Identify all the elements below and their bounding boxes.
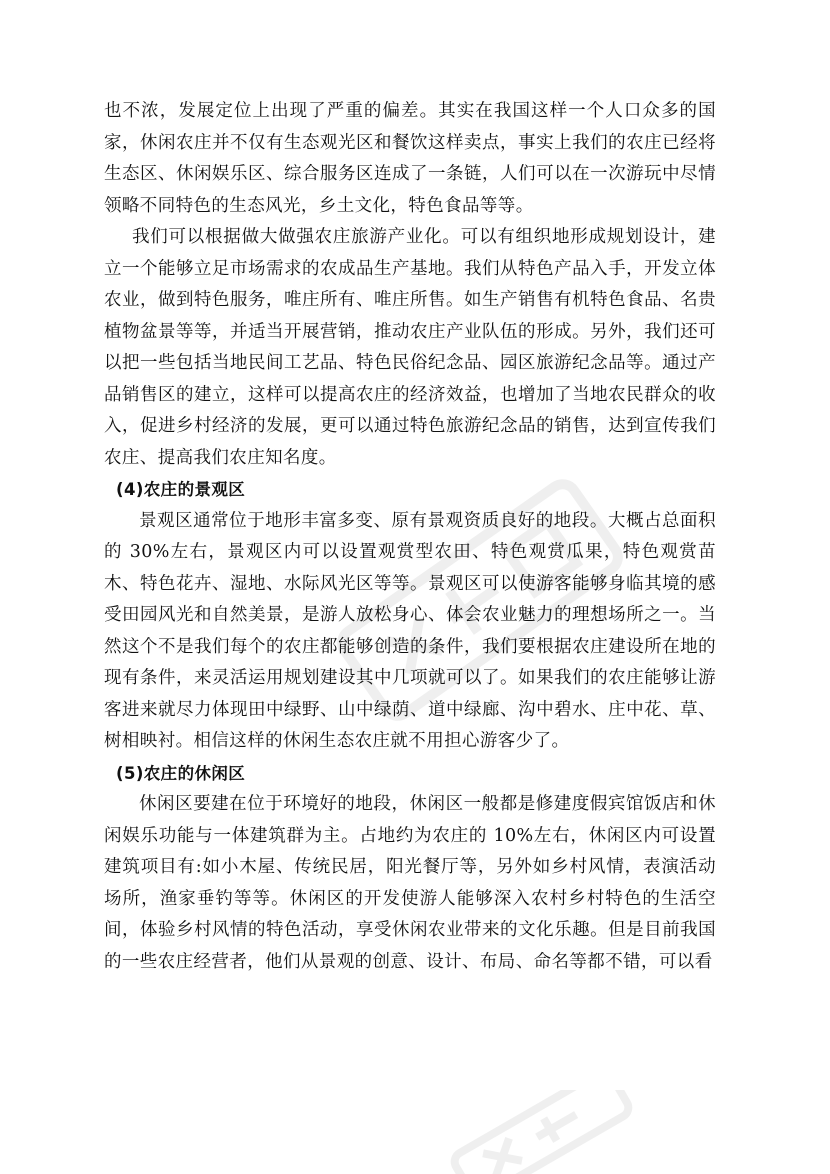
paragraph-leisure: 休闲区要建在位于环境好的地段，休闲区一般都是修建度假宾馆饭店和休闲娱乐功能与一体建筑群为主。占地约为农庄的 10%左右，休闲区内可设置建筑项目有:如小木屋、传统民居，阳光餐厅等，另外如乡村风情，表演活动场所，渔家垂钓等等。休闲区的开发使游人能够深入农村乡村特色的生活空间，体验乡村风情的特色活动，享受休闲农业带来的文化乐趣。但是目前我国的一些农庄经营者，他们从景观的创意、设计、布局、命名等都不错，可以看 <box>104 794 716 972</box>
paragraph-landscape: 景观区通常位于地形丰富多变、原有景观资质良好的地段。大概占总面积的 30%左右，景观区内可以设置观赏型农田、特色观赏瓜果，特色观赏苗木、特色花卉、湿地、水际风光区等等。景观区可以使游客能够身临其境的感受田园风光和自然美景，是游人放松身心、体会农业魅力的理想场所之一。当然这个不是我们每个的农庄都能够创造的条件，我们要根据农庄建设所在地的现有条件，来灵活运用规划建设其中几项就可以了。如果我们的农庄能够让游客进来就尽力体现田中绿野、山中绿荫、道中绿廊、沟中碧水、庄中花、草、树相映衬。相信这样的休闲生态农庄就不用担心游客少了。 <box>104 510 716 751</box>
watermark-logo-bottom <box>430 1090 650 1174</box>
document-body <box>104 96 716 978</box>
paragraph-continued: 也不浓，发展定位上出现了严重的偏差。其实在我国这样一个人口众多的国家，休闲农庄并不仅有生态观光区和餐饮这样卖点，事实上我们的农庄已经将生态区、休闲娱乐区、综合服务区连成了一条链，人们可以在一次游玩中尽情领略不同特色的生态风光，乡土文化，特色食品等等。 <box>104 101 716 216</box>
section-heading-landscape: (4)农庄的景观区 <box>116 480 246 499</box>
paragraph-industrialization: 我们可以根据做大做强农庄旅游产业化。可以有组织地形成规划设计，建立一个能够立足市场需求的农成品生产基地。我们从特色产品入手，开发立体农业，做到特色服务，唯庄所有、唯庄所售。如生产销售有机特色食品、名贵植物盆景等等，并适当开展营销，推动农庄产业队伍的形成。另外，我们还可以把一些包括当地民间工艺品、特色民俗纪念品、园区旅游纪念品等。通过产品销售区的建立，这样可以提高农庄的经济效益，也增加了当地农民群众的收入，促进乡村经济的发展，更可以通过特色旅游纪念品的销售，达到宣传我们农庄、提高我们农庄知名度。 <box>104 227 716 468</box>
section-heading-leisure: (5)农庄的休闲区 <box>116 763 246 783</box>
